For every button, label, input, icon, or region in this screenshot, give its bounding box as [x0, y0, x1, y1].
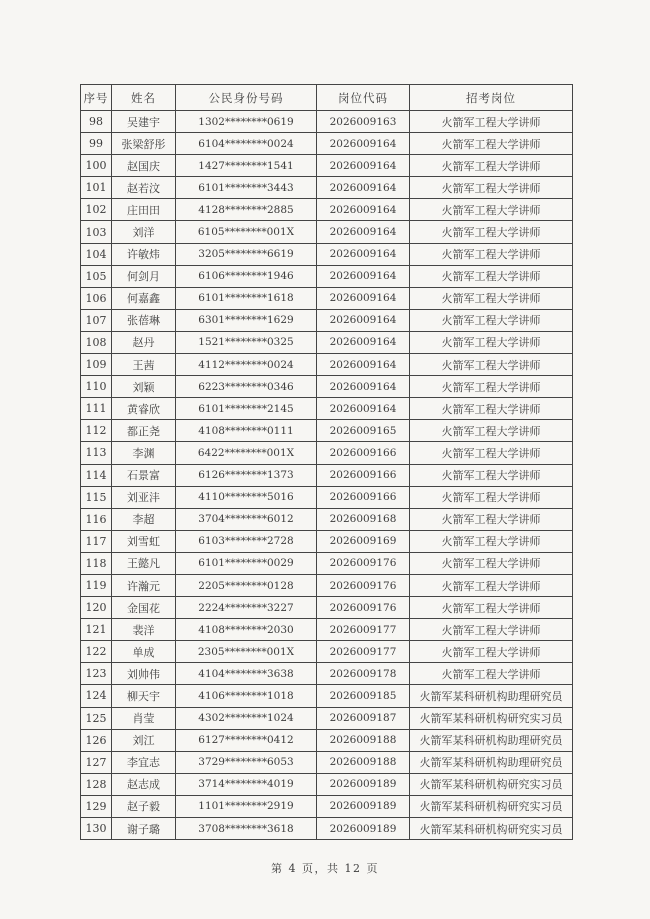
- cell-id-number: 3729********6053: [176, 751, 317, 773]
- table-row: [81, 133, 573, 155]
- cell-row-index: 114: [81, 464, 112, 486]
- table-row: [81, 420, 573, 442]
- cell-job-code: 2026009188: [317, 729, 410, 751]
- cell-job-title: 火箭军某科研机构助理研究员: [410, 751, 573, 773]
- cell-job-title: 火箭军工程大学讲师: [410, 221, 573, 243]
- cell-row-index: 129: [81, 795, 112, 817]
- table-row: [81, 707, 573, 729]
- cell-id-number: 3714********4019: [176, 773, 317, 795]
- cell-job-code: 2026009164: [317, 331, 410, 353]
- cell-id-number: 6301********1629: [176, 309, 317, 331]
- cell-job-code: 2026009164: [317, 376, 410, 398]
- cell-row-index: 99: [81, 133, 112, 155]
- cell-job-title: 火箭军某科研机构助理研究员: [410, 685, 573, 707]
- cell-id-number: 1101********2919: [176, 795, 317, 817]
- cell-job-title: 火箭军工程大学讲师: [410, 133, 573, 155]
- cell-id-number: 3704********6012: [176, 508, 317, 530]
- table-row: [81, 818, 573, 840]
- table-row: [81, 597, 573, 619]
- cell-job-code: 2026009178: [317, 663, 410, 685]
- cell-name: 单成: [112, 641, 176, 663]
- table-row: [81, 287, 573, 309]
- cell-name: 许瀚元: [112, 574, 176, 596]
- cell-row-index: 98: [81, 111, 112, 133]
- cell-name: 黄睿欣: [112, 398, 176, 420]
- table-row: [81, 155, 573, 177]
- table-row: [81, 641, 573, 663]
- table-row: [81, 177, 573, 199]
- cell-job-code: 2026009164: [317, 354, 410, 376]
- cell-job-code: 2026009163: [317, 111, 410, 133]
- cell-name: 何剑月: [112, 265, 176, 287]
- cell-row-index: 124: [81, 685, 112, 707]
- cell-name: 都正尧: [112, 420, 176, 442]
- cell-id-number: 4110********5016: [176, 486, 317, 508]
- cell-row-index: 112: [81, 420, 112, 442]
- cell-row-index: 102: [81, 199, 112, 221]
- table-row: [81, 265, 573, 287]
- cell-job-title: 火箭军工程大学讲师: [410, 376, 573, 398]
- cell-job-code: 2026009164: [317, 133, 410, 155]
- table-row: [81, 530, 573, 552]
- cell-job-title: 火箭军工程大学讲师: [410, 464, 573, 486]
- cell-name: 张蓓琳: [112, 309, 176, 331]
- page-number-footer: 第 4 页，共 12 页: [271, 862, 379, 875]
- cell-name: 石景富: [112, 464, 176, 486]
- table-row: [81, 199, 573, 221]
- cell-name: 赵丹: [112, 331, 176, 353]
- cell-name: 王茜: [112, 354, 176, 376]
- cell-name: 裴洋: [112, 619, 176, 641]
- table-row: [81, 243, 573, 265]
- cell-row-index: 115: [81, 486, 112, 508]
- cell-id-number: 3708********3618: [176, 818, 317, 840]
- cell-job-code: 2026009176: [317, 597, 410, 619]
- table-row: [81, 442, 573, 464]
- cell-job-code: 2026009165: [317, 420, 410, 442]
- cell-row-index: 108: [81, 331, 112, 353]
- cell-id-number: 4128********2885: [176, 199, 317, 221]
- cell-row-index: 116: [81, 508, 112, 530]
- cell-id-number: 6422********001X: [176, 442, 317, 464]
- cell-job-code: 2026009187: [317, 707, 410, 729]
- table-row: [81, 508, 573, 530]
- cell-name: 刘雪虹: [112, 530, 176, 552]
- cell-id-number: 6106********1946: [176, 265, 317, 287]
- cell-id-number: 6127********0412: [176, 729, 317, 751]
- cell-row-index: 126: [81, 729, 112, 751]
- cell-job-title: 火箭军工程大学讲师: [410, 552, 573, 574]
- cell-job-code: 2026009169: [317, 530, 410, 552]
- cell-row-index: 105: [81, 265, 112, 287]
- table-row: [81, 331, 573, 353]
- cell-id-number: 2205********0128: [176, 574, 317, 596]
- cell-job-title: 火箭军某科研机构研究实习员: [410, 818, 573, 840]
- cell-id-number: 6104********0024: [176, 133, 317, 155]
- cell-name: 吴建宇: [112, 111, 176, 133]
- cell-id-number: 6101********0029: [176, 552, 317, 574]
- cell-job-code: 2026009168: [317, 508, 410, 530]
- cell-job-code: 2026009188: [317, 751, 410, 773]
- cell-row-index: 106: [81, 287, 112, 309]
- cell-job-title: 火箭军工程大学讲师: [410, 619, 573, 641]
- cell-name: 刘江: [112, 729, 176, 751]
- cell-row-index: 130: [81, 818, 112, 840]
- table-row: [81, 309, 573, 331]
- cell-name: 刘帅伟: [112, 663, 176, 685]
- table-row: [81, 751, 573, 773]
- cell-job-code: 2026009177: [317, 641, 410, 663]
- cell-name: 金国花: [112, 597, 176, 619]
- cell-row-index: 117: [81, 530, 112, 552]
- cell-name: 赵子毅: [112, 795, 176, 817]
- cell-job-title: 火箭军工程大学讲师: [410, 486, 573, 508]
- cell-job-code: 2026009176: [317, 574, 410, 596]
- table-header-row: [81, 85, 573, 111]
- table-row: [81, 552, 573, 574]
- cell-id-number: 3205********6619: [176, 243, 317, 265]
- cell-job-code: 2026009166: [317, 486, 410, 508]
- cell-row-index: 125: [81, 707, 112, 729]
- cell-name: 许敏炜: [112, 243, 176, 265]
- cell-job-code: 2026009189: [317, 818, 410, 840]
- cell-job-code: 2026009189: [317, 773, 410, 795]
- cell-job-title: 火箭军工程大学讲师: [410, 508, 573, 530]
- cell-name: 张梁舒彤: [112, 133, 176, 155]
- cell-job-title: 火箭军工程大学讲师: [410, 111, 573, 133]
- cell-name: 何嘉鑫: [112, 287, 176, 309]
- cell-job-code: 2026009185: [317, 685, 410, 707]
- cell-id-number: 6223********0346: [176, 376, 317, 398]
- cell-row-index: 104: [81, 243, 112, 265]
- table-row: [81, 663, 573, 685]
- cell-row-index: 123: [81, 663, 112, 685]
- cell-name: 肖莹: [112, 707, 176, 729]
- cell-id-number: 2224********3227: [176, 597, 317, 619]
- cell-name: 刘洋: [112, 221, 176, 243]
- cell-job-code: 2026009177: [317, 619, 410, 641]
- table-header: [81, 85, 573, 111]
- cell-name: 刘亚沣: [112, 486, 176, 508]
- cell-name: 柳天宇: [112, 685, 176, 707]
- cell-name: 谢子璐: [112, 818, 176, 840]
- cell-row-index: 120: [81, 597, 112, 619]
- cell-job-title: 火箭军工程大学讲师: [410, 331, 573, 353]
- cell-row-index: 109: [81, 354, 112, 376]
- cell-job-title: 火箭军工程大学讲师: [410, 309, 573, 331]
- cell-id-number: 4106********1018: [176, 685, 317, 707]
- cell-job-title: 火箭军某科研机构研究实习员: [410, 795, 573, 817]
- cell-row-index: 100: [81, 155, 112, 177]
- cell-id-number: 2305********001X: [176, 641, 317, 663]
- cell-id-number: 1521********0325: [176, 331, 317, 353]
- table-row: [81, 685, 573, 707]
- cell-row-index: 121: [81, 619, 112, 641]
- cell-job-code: 2026009166: [317, 442, 410, 464]
- table-row: [81, 464, 573, 486]
- table-body: [81, 111, 573, 840]
- column-header: 招考岗位: [410, 85, 573, 111]
- cell-job-title: 火箭军工程大学讲师: [410, 597, 573, 619]
- cell-job-title: 火箭军工程大学讲师: [410, 574, 573, 596]
- table-row: [81, 398, 573, 420]
- table-row: [81, 729, 573, 751]
- cell-row-index: 122: [81, 641, 112, 663]
- table-row: [81, 574, 573, 596]
- cell-id-number: 4108********2030: [176, 619, 317, 641]
- cell-name: 李超: [112, 508, 176, 530]
- cell-row-index: 101: [81, 177, 112, 199]
- cell-name: 刘颖: [112, 376, 176, 398]
- cell-row-index: 107: [81, 309, 112, 331]
- cell-job-title: 火箭军某科研机构研究实习员: [410, 773, 573, 795]
- cell-job-title: 火箭军工程大学讲师: [410, 155, 573, 177]
- cell-job-code: 2026009164: [317, 199, 410, 221]
- cell-job-code: 2026009164: [317, 221, 410, 243]
- cell-job-title: 火箭军工程大学讲师: [410, 287, 573, 309]
- cell-job-code: 2026009164: [317, 177, 410, 199]
- table-row: [81, 354, 573, 376]
- table-row: [81, 619, 573, 641]
- cell-id-number: 6105********001X: [176, 221, 317, 243]
- cell-id-number: 6101********1618: [176, 287, 317, 309]
- cell-job-title: 火箭军工程大学讲师: [410, 265, 573, 287]
- cell-name: 赵国庆: [112, 155, 176, 177]
- cell-job-code: 2026009164: [317, 155, 410, 177]
- table-row: [81, 486, 573, 508]
- cell-id-number: 4112********0024: [176, 354, 317, 376]
- cell-row-index: 111: [81, 398, 112, 420]
- cell-job-title: 火箭军工程大学讲师: [410, 398, 573, 420]
- cell-name: 李宜志: [112, 751, 176, 773]
- cell-job-title: 火箭军工程大学讲师: [410, 442, 573, 464]
- cell-name: 李渊: [112, 442, 176, 464]
- cell-row-index: 113: [81, 442, 112, 464]
- cell-row-index: 127: [81, 751, 112, 773]
- cell-row-index: 118: [81, 552, 112, 574]
- cell-job-title: 火箭军工程大学讲师: [410, 420, 573, 442]
- cell-id-number: 4302********1024: [176, 707, 317, 729]
- cell-job-code: 2026009164: [317, 309, 410, 331]
- cell-job-title: 火箭军工程大学讲师: [410, 177, 573, 199]
- table-row: [81, 376, 573, 398]
- cell-job-title: 火箭军工程大学讲师: [410, 354, 573, 376]
- cell-job-title: 火箭军工程大学讲师: [410, 663, 573, 685]
- cell-name: 庄田田: [112, 199, 176, 221]
- cell-job-title: 火箭军工程大学讲师: [410, 641, 573, 663]
- applicant-roster-table: [80, 84, 573, 840]
- table-row: [81, 795, 573, 817]
- cell-id-number: 1302********0619: [176, 111, 317, 133]
- cell-job-code: 2026009164: [317, 398, 410, 420]
- cell-name: 王懿凡: [112, 552, 176, 574]
- cell-job-title: 火箭军工程大学讲师: [410, 243, 573, 265]
- cell-id-number: 4108********0111: [176, 420, 317, 442]
- cell-job-title: 火箭军某科研机构研究实习员: [410, 707, 573, 729]
- cell-job-code: 2026009164: [317, 287, 410, 309]
- cell-row-index: 119: [81, 574, 112, 596]
- cell-job-code: 2026009164: [317, 265, 410, 287]
- cell-job-title: 火箭军工程大学讲师: [410, 199, 573, 221]
- table-row: [81, 221, 573, 243]
- cell-job-title: 火箭军工程大学讲师: [410, 530, 573, 552]
- column-header: 序号: [81, 85, 112, 111]
- cell-job-code: 2026009176: [317, 552, 410, 574]
- cell-name: 赵志成: [112, 773, 176, 795]
- table-row: [81, 111, 573, 133]
- column-header: 公民身份号码: [176, 85, 317, 111]
- cell-job-code: 2026009189: [317, 795, 410, 817]
- table-row: [81, 773, 573, 795]
- cell-id-number: 6103********2728: [176, 530, 317, 552]
- column-header: 姓名: [112, 85, 176, 111]
- cell-row-index: 128: [81, 773, 112, 795]
- cell-row-index: 103: [81, 221, 112, 243]
- column-header: 岗位代码: [317, 85, 410, 111]
- cell-row-index: 110: [81, 376, 112, 398]
- cell-id-number: 6101********2145: [176, 398, 317, 420]
- cell-job-code: 2026009164: [317, 243, 410, 265]
- cell-id-number: 4104********3638: [176, 663, 317, 685]
- cell-id-number: 6126********1373: [176, 464, 317, 486]
- cell-name: 赵若汶: [112, 177, 176, 199]
- cell-id-number: 1427********1541: [176, 155, 317, 177]
- cell-id-number: 6101********3443: [176, 177, 317, 199]
- cell-job-title: 火箭军某科研机构助理研究员: [410, 729, 573, 751]
- cell-job-code: 2026009166: [317, 464, 410, 486]
